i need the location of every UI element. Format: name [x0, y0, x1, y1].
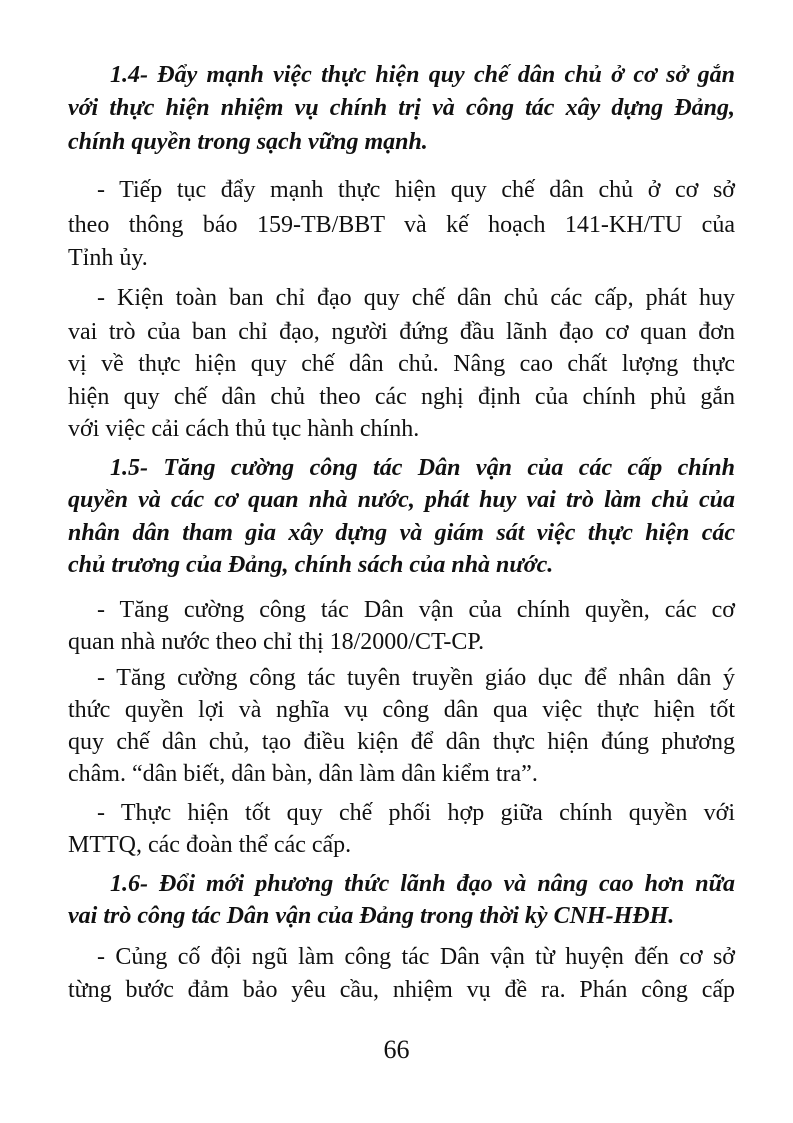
heading-1-4-line: 1.4- Đẩy mạnh việc thực hiện quy chế dân chủ ở cơ sở gắn	[110, 62, 735, 88]
heading-1-5-line: quyền và các cơ quan nhà nước, phát huy vai trò làm chủ của	[68, 487, 735, 513]
paragraph-line: - Thực hiện tốt quy chế phối hợp giữa chính quyền với	[97, 800, 735, 826]
paragraph-line: - Tăng cường công tác Dân vận của chính quyền, các cơ	[97, 597, 735, 623]
paragraph-line: thức quyền lợi và nghĩa vụ công dân qua việc thực hiện tốt	[68, 697, 735, 723]
paragraph-line: từng bước đảm bảo yêu cầu, nhiệm vụ đề ra. Phán công cấp	[68, 977, 735, 1003]
paragraph-line: với việc cải cách thủ tục hành chính.	[68, 416, 420, 442]
paragraph-line: MTTQ, các đoàn thể các cấp.	[68, 832, 352, 858]
paragraph-line: hiện quy chế dân chủ theo các nghị định của chính phủ gắn	[68, 384, 735, 410]
heading-1-5-line: nhân dân tham gia xây dựng và giám sát việc thực hiện các	[68, 520, 735, 546]
heading-1-5-line: chủ trương của Đảng, chính sách của nhà nước.	[68, 552, 554, 578]
paragraph-line: quan nhà nước theo chỉ thị 18/2000/CT-CP.	[68, 629, 485, 655]
paragraph-line: châm. “dân biết, dân bàn, dân làm dân kiểm tra”.	[68, 761, 538, 787]
heading-1-6-line: 1.6- Đổi mới phương thức lãnh đạo và nâng cao hơn nữa	[110, 871, 735, 897]
paragraph-line: quy chế dân chủ, tạo điều kiện để dân thực hiện đúng phương	[68, 729, 735, 755]
paragraph-line: vị về thực hiện quy chế dân chủ. Nâng cao chất lượng thực	[68, 351, 735, 377]
heading-1-6-line: vai trò công tác Dân vận của Đảng trong thời kỳ CNH-HĐH.	[68, 903, 675, 929]
paragraph-line: - Tiếp tục đẩy mạnh thực hiện quy chế dân chủ ở cơ sở	[97, 177, 735, 203]
paragraph-line: - Củng cố đội ngũ làm công tác Dân vận từ huyện đến cơ sở	[97, 944, 735, 970]
heading-1-4-line: chính quyền trong sạch vững mạnh.	[68, 129, 428, 155]
paragraph-line: - Tăng cường công tác tuyên truyền giáo dục để nhân dân ý	[97, 665, 735, 691]
page-number: 66	[383, 1035, 410, 1064]
paragraph-line: theo thông báo 159-TB/BBT và kế hoạch 141-KH/TU của	[68, 212, 735, 238]
paragraph-line: - Kiện toàn ban chỉ đạo quy chế dân chủ các cấp, phát huy	[97, 285, 735, 311]
heading-1-4-line: với thực hiện nhiệm vụ chính trị và công tác xây dựng Đảng,	[68, 95, 735, 121]
heading-1-5-line: 1.5- Tăng cường công tác Dân vận của các cấp chính	[110, 455, 735, 481]
paragraph-line: vai trò của ban chỉ đạo, người đứng đầu lãnh đạo cơ quan đơn	[68, 319, 735, 345]
paragraph-line: Tỉnh ủy.	[68, 245, 148, 271]
